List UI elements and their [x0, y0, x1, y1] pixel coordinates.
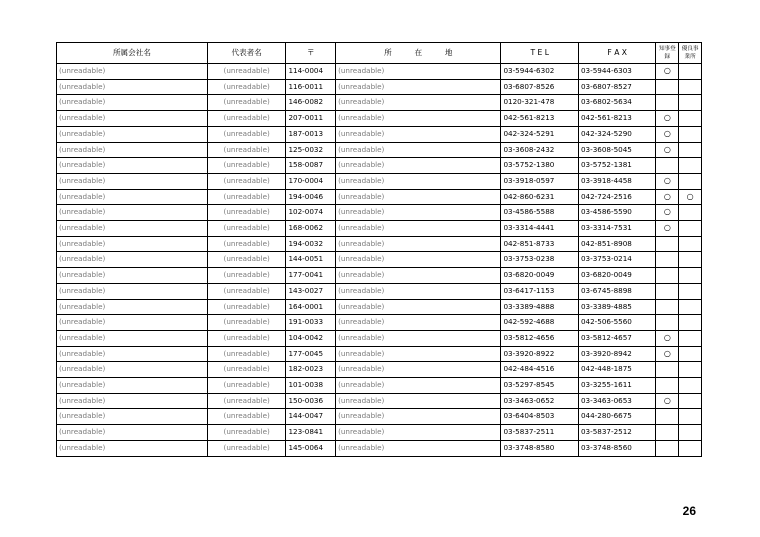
- cell-address: (unreadable): [336, 158, 501, 174]
- cell-representative: (unreadable): [207, 221, 286, 237]
- cell-tel: 03-5812-4656: [501, 330, 579, 346]
- cell-fax: 03-5944-6303: [578, 64, 656, 80]
- cell-fax: 042-851-8908: [578, 236, 656, 252]
- cell-zip: 150-0036: [286, 393, 336, 409]
- cell-excellent-business-mark: [679, 126, 702, 142]
- cell-company: (unreadable): [57, 393, 208, 409]
- cell-zip: 194-0032: [286, 236, 336, 252]
- cell-company: (unreadable): [57, 126, 208, 142]
- table-row: [57, 268, 702, 284]
- cell-address: (unreadable): [336, 346, 501, 362]
- cell-governor-registration-mark: ○: [656, 221, 679, 237]
- cell-address: (unreadable): [336, 315, 501, 331]
- cell-fax: 03-3463-0653: [578, 393, 656, 409]
- cell-representative: (unreadable): [207, 283, 286, 299]
- cell-excellent-business-mark: [679, 299, 702, 315]
- cell-tel: 03-3314-4441: [501, 221, 579, 237]
- cell-address: (unreadable): [336, 205, 501, 221]
- cell-address: (unreadable): [336, 299, 501, 315]
- cell-zip: 164-0001: [286, 299, 336, 315]
- cell-zip: 194-0046: [286, 189, 336, 205]
- header-governor-registration: 知事登録: [656, 43, 679, 64]
- cell-tel: 03-3608-2432: [501, 142, 579, 158]
- cell-representative: (unreadable): [207, 236, 286, 252]
- page-number: 26: [682, 504, 696, 518]
- table-row: [57, 315, 702, 331]
- cell-representative: (unreadable): [207, 299, 286, 315]
- table-row: [57, 393, 702, 409]
- cell-fax: 03-6820-0049: [578, 268, 656, 284]
- cell-governor-registration-mark: [656, 299, 679, 315]
- cell-governor-registration-mark: [656, 440, 679, 456]
- cell-company: (unreadable): [57, 79, 208, 95]
- cell-company: (unreadable): [57, 142, 208, 158]
- cell-tel: 03-6807-8526: [501, 79, 579, 95]
- cell-tel: 03-4586-5588: [501, 205, 579, 221]
- cell-tel: 042-592-4688: [501, 315, 579, 331]
- cell-company: (unreadable): [57, 111, 208, 127]
- cell-governor-registration-mark: ○: [656, 189, 679, 205]
- cell-representative: (unreadable): [207, 440, 286, 456]
- cell-tel: 0120-321-478: [501, 95, 579, 111]
- cell-excellent-business-mark: [679, 64, 702, 80]
- cell-governor-registration-mark: ○: [656, 126, 679, 142]
- cell-fax: 044-280-6675: [578, 409, 656, 425]
- cell-fax: 042-561-8213: [578, 111, 656, 127]
- cell-tel: 03-6417-1153: [501, 283, 579, 299]
- cell-tel: 03-5944-6302: [501, 64, 579, 80]
- cell-fax: 03-3608-5045: [578, 142, 656, 158]
- cell-tel: 03-6404-8503: [501, 409, 579, 425]
- cell-governor-registration-mark: ○: [656, 111, 679, 127]
- cell-fax: 03-6745-8898: [578, 283, 656, 299]
- cell-tel: 042-851-8733: [501, 236, 579, 252]
- cell-address: (unreadable): [336, 252, 501, 268]
- cell-zip: 168-0062: [286, 221, 336, 237]
- cell-excellent-business-mark: [679, 142, 702, 158]
- cell-zip: 114-0004: [286, 64, 336, 80]
- cell-representative: (unreadable): [207, 330, 286, 346]
- table-row: [57, 346, 702, 362]
- cell-company: (unreadable): [57, 205, 208, 221]
- cell-representative: (unreadable): [207, 378, 286, 394]
- cell-address: (unreadable): [336, 268, 501, 284]
- cell-excellent-business-mark: [679, 330, 702, 346]
- cell-address: (unreadable): [336, 283, 501, 299]
- cell-governor-registration-mark: ○: [656, 346, 679, 362]
- cell-representative: (unreadable): [207, 126, 286, 142]
- cell-zip: 101-0038: [286, 378, 336, 394]
- cell-governor-registration-mark: [656, 315, 679, 331]
- cell-zip: 125-0032: [286, 142, 336, 158]
- table-row: [57, 189, 702, 205]
- cell-fax: 042-506-5560: [578, 315, 656, 331]
- cell-representative: (unreadable): [207, 393, 286, 409]
- cell-address: (unreadable): [336, 440, 501, 456]
- cell-governor-registration-mark: ○: [656, 142, 679, 158]
- cell-address: (unreadable): [336, 362, 501, 378]
- cell-excellent-business-mark: [679, 111, 702, 127]
- cell-governor-registration-mark: [656, 283, 679, 299]
- cell-excellent-business-mark: [679, 221, 702, 237]
- header-zip: 〒: [286, 43, 336, 64]
- cell-zip: 191-0033: [286, 315, 336, 331]
- cell-representative: (unreadable): [207, 315, 286, 331]
- cell-tel: 03-3748-8580: [501, 440, 579, 456]
- header-representative: 代表者名: [207, 43, 286, 64]
- cell-excellent-business-mark: [679, 362, 702, 378]
- cell-tel: 03-3389-4888: [501, 299, 579, 315]
- cell-excellent-business-mark: [679, 425, 702, 441]
- cell-governor-registration-mark: ○: [656, 393, 679, 409]
- cell-company: (unreadable): [57, 409, 208, 425]
- cell-excellent-business-mark: [679, 283, 702, 299]
- table-row: [57, 111, 702, 127]
- table-header-row: [57, 43, 702, 64]
- table-row: [57, 158, 702, 174]
- cell-tel: 03-5752-1380: [501, 158, 579, 174]
- cell-governor-registration-mark: [656, 236, 679, 252]
- cell-governor-registration-mark: [656, 409, 679, 425]
- cell-address: (unreadable): [336, 330, 501, 346]
- cell-address: (unreadable): [336, 64, 501, 80]
- cell-company: (unreadable): [57, 315, 208, 331]
- cell-address: (unreadable): [336, 409, 501, 425]
- cell-excellent-business-mark: [679, 346, 702, 362]
- member-directory-sheet: [56, 42, 702, 457]
- cell-excellent-business-mark: [679, 205, 702, 221]
- cell-governor-registration-mark: [656, 252, 679, 268]
- table-row: [57, 409, 702, 425]
- cell-address: (unreadable): [336, 189, 501, 205]
- cell-representative: (unreadable): [207, 64, 286, 80]
- cell-excellent-business-mark: [679, 393, 702, 409]
- table-row: [57, 236, 702, 252]
- cell-excellent-business-mark: [679, 252, 702, 268]
- cell-representative: (unreadable): [207, 158, 286, 174]
- cell-address: (unreadable): [336, 378, 501, 394]
- cell-company: (unreadable): [57, 158, 208, 174]
- cell-company: (unreadable): [57, 268, 208, 284]
- table-row: [57, 79, 702, 95]
- member-directory-table: [56, 42, 702, 457]
- cell-fax: 03-3255-1611: [578, 378, 656, 394]
- cell-fax: 03-6807-8527: [578, 79, 656, 95]
- cell-zip: 170-0004: [286, 173, 336, 189]
- header-excellent-business: 優良事業所: [679, 43, 702, 64]
- table-row: [57, 425, 702, 441]
- table-row: [57, 221, 702, 237]
- table-row: [57, 142, 702, 158]
- cell-representative: (unreadable): [207, 79, 286, 95]
- cell-company: (unreadable): [57, 64, 208, 80]
- cell-zip: 177-0041: [286, 268, 336, 284]
- cell-fax: 03-3389-4885: [578, 299, 656, 315]
- cell-zip: 177-0045: [286, 346, 336, 362]
- cell-excellent-business-mark: [679, 268, 702, 284]
- cell-governor-registration-mark: ○: [656, 64, 679, 80]
- cell-address: (unreadable): [336, 79, 501, 95]
- header-address: 所 在 地: [336, 43, 501, 64]
- cell-company: (unreadable): [57, 252, 208, 268]
- table-row: [57, 378, 702, 394]
- cell-company: (unreadable): [57, 362, 208, 378]
- cell-governor-registration-mark: [656, 95, 679, 111]
- table-row: [57, 330, 702, 346]
- cell-representative: (unreadable): [207, 268, 286, 284]
- cell-tel: 03-5837-2511: [501, 425, 579, 441]
- cell-fax: 03-4586-5590: [578, 205, 656, 221]
- cell-tel: 042-484-4516: [501, 362, 579, 378]
- cell-address: (unreadable): [336, 173, 501, 189]
- cell-excellent-business-mark: [679, 440, 702, 456]
- table-row: [57, 362, 702, 378]
- cell-company: (unreadable): [57, 299, 208, 315]
- cell-zip: 123-0841: [286, 425, 336, 441]
- cell-representative: (unreadable): [207, 173, 286, 189]
- cell-governor-registration-mark: [656, 79, 679, 95]
- cell-address: (unreadable): [336, 142, 501, 158]
- cell-address: (unreadable): [336, 126, 501, 142]
- table-row: [57, 283, 702, 299]
- cell-company: (unreadable): [57, 221, 208, 237]
- cell-zip: 144-0051: [286, 252, 336, 268]
- cell-fax: 03-3920-8942: [578, 346, 656, 362]
- cell-fax: 03-5837-2512: [578, 425, 656, 441]
- cell-company: (unreadable): [57, 283, 208, 299]
- cell-excellent-business-mark: [679, 378, 702, 394]
- cell-tel: 03-5297-8545: [501, 378, 579, 394]
- cell-zip: 146-0082: [286, 95, 336, 111]
- cell-governor-registration-mark: [656, 425, 679, 441]
- cell-tel: 03-6820-0049: [501, 268, 579, 284]
- cell-address: (unreadable): [336, 111, 501, 127]
- cell-company: (unreadable): [57, 236, 208, 252]
- cell-company: (unreadable): [57, 173, 208, 189]
- cell-representative: (unreadable): [207, 346, 286, 362]
- cell-address: (unreadable): [336, 425, 501, 441]
- cell-zip: 102-0074: [286, 205, 336, 221]
- cell-address: (unreadable): [336, 236, 501, 252]
- cell-company: (unreadable): [57, 189, 208, 205]
- cell-excellent-business-mark: [679, 236, 702, 252]
- cell-governor-registration-mark: ○: [656, 173, 679, 189]
- cell-zip: 182-0023: [286, 362, 336, 378]
- cell-zip: 158-0087: [286, 158, 336, 174]
- cell-tel: 03-3753-0238: [501, 252, 579, 268]
- cell-tel: 03-3463-0652: [501, 393, 579, 409]
- cell-excellent-business-mark: [679, 173, 702, 189]
- cell-fax: 03-5752-1381: [578, 158, 656, 174]
- table-row: [57, 440, 702, 456]
- cell-tel: 042-860-6231: [501, 189, 579, 205]
- cell-zip: 187-0013: [286, 126, 336, 142]
- cell-representative: (unreadable): [207, 142, 286, 158]
- table-row: [57, 64, 702, 80]
- cell-fax: 03-6802-5634: [578, 95, 656, 111]
- cell-fax: 042-324-5290: [578, 126, 656, 142]
- cell-zip: 145-0064: [286, 440, 336, 456]
- table-row: [57, 299, 702, 315]
- cell-excellent-business-mark: [679, 158, 702, 174]
- table-row: [57, 95, 702, 111]
- cell-fax: 03-3918-4458: [578, 173, 656, 189]
- cell-representative: (unreadable): [207, 425, 286, 441]
- table-body: [57, 64, 702, 457]
- cell-address: (unreadable): [336, 221, 501, 237]
- cell-zip: 116-0011: [286, 79, 336, 95]
- cell-governor-registration-mark: ○: [656, 205, 679, 221]
- cell-fax: 03-3748-8560: [578, 440, 656, 456]
- header-company: 所属会社名: [57, 43, 208, 64]
- cell-representative: (unreadable): [207, 95, 286, 111]
- table-row: [57, 252, 702, 268]
- cell-company: (unreadable): [57, 95, 208, 111]
- table-row: [57, 173, 702, 189]
- cell-representative: (unreadable): [207, 189, 286, 205]
- header-tel: T E L: [501, 43, 579, 64]
- cell-tel: 042-561-8213: [501, 111, 579, 127]
- cell-excellent-business-mark: [679, 95, 702, 111]
- cell-company: (unreadable): [57, 330, 208, 346]
- table-row: [57, 205, 702, 221]
- cell-representative: (unreadable): [207, 362, 286, 378]
- cell-company: (unreadable): [57, 378, 208, 394]
- cell-governor-registration-mark: [656, 378, 679, 394]
- cell-excellent-business-mark: [679, 409, 702, 425]
- cell-representative: (unreadable): [207, 111, 286, 127]
- cell-fax: 03-3314-7531: [578, 221, 656, 237]
- cell-company: (unreadable): [57, 425, 208, 441]
- cell-governor-registration-mark: [656, 158, 679, 174]
- cell-governor-registration-mark: [656, 268, 679, 284]
- cell-company: (unreadable): [57, 440, 208, 456]
- cell-excellent-business-mark: ○: [679, 189, 702, 205]
- cell-representative: (unreadable): [207, 205, 286, 221]
- cell-governor-registration-mark: ○: [656, 330, 679, 346]
- cell-representative: (unreadable): [207, 409, 286, 425]
- cell-address: (unreadable): [336, 393, 501, 409]
- cell-zip: 144-0047: [286, 409, 336, 425]
- cell-excellent-business-mark: [679, 315, 702, 331]
- header-fax: F A X: [578, 43, 656, 64]
- cell-zip: 143-0027: [286, 283, 336, 299]
- cell-fax: 042-448-1875: [578, 362, 656, 378]
- table-row: [57, 126, 702, 142]
- cell-zip: 104-0042: [286, 330, 336, 346]
- cell-tel: 03-3918-0597: [501, 173, 579, 189]
- cell-representative: (unreadable): [207, 252, 286, 268]
- cell-address: (unreadable): [336, 95, 501, 111]
- cell-tel: 03-3920-8922: [501, 346, 579, 362]
- cell-fax: 03-5812-4657: [578, 330, 656, 346]
- cell-fax: 03-3753-0214: [578, 252, 656, 268]
- cell-zip: 207-0011: [286, 111, 336, 127]
- cell-governor-registration-mark: [656, 362, 679, 378]
- cell-tel: 042-324-5291: [501, 126, 579, 142]
- cell-fax: 042-724-2516: [578, 189, 656, 205]
- cell-excellent-business-mark: [679, 79, 702, 95]
- cell-company: (unreadable): [57, 346, 208, 362]
